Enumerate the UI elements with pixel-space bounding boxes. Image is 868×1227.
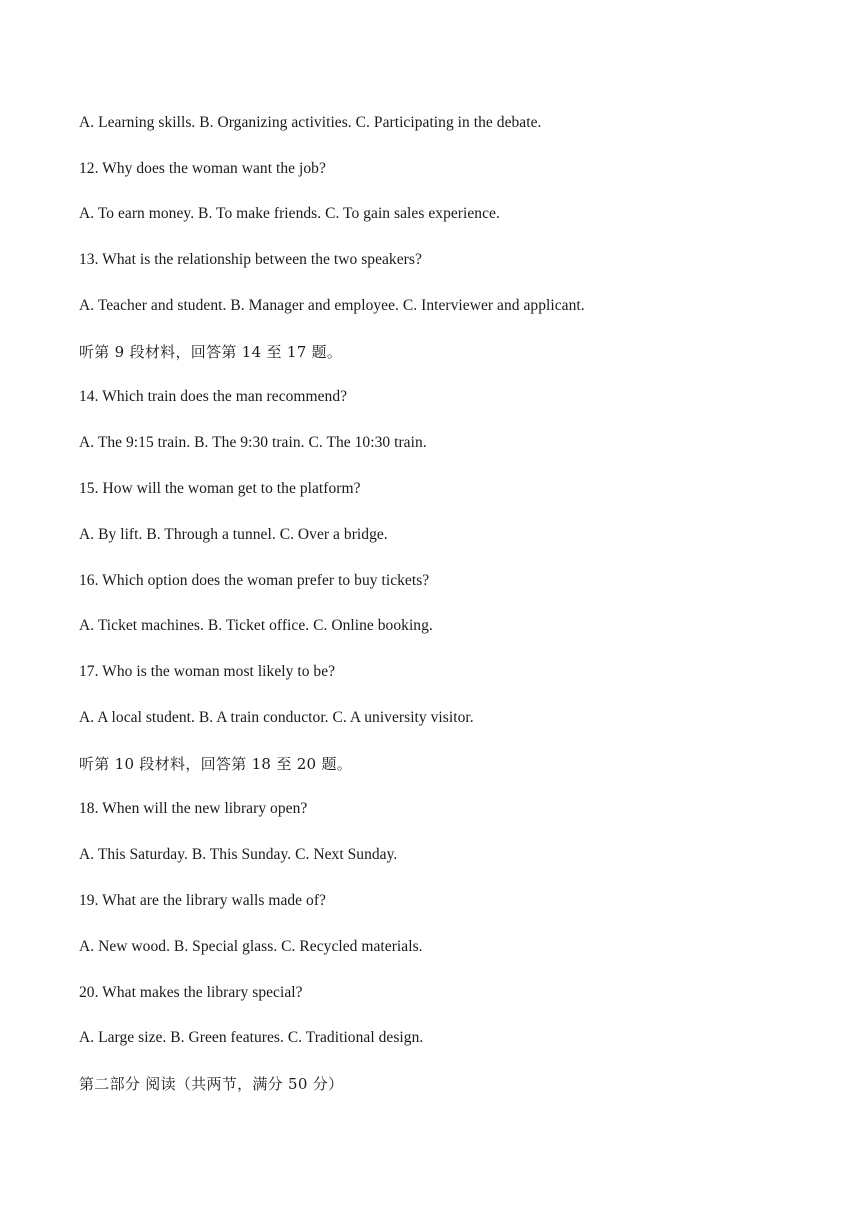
q20-question: 20. What makes the library special? [79,984,303,1001]
section-instruction-material-9: 听第 9 段材料，回答第 14 至 17 题。 [79,343,343,361]
q15-options: A. By lift. B. Through a tunnel. C. Over a bridge. [79,526,388,543]
q12-options: A. To earn money. B. To make friends. C. To gain sales experience. [79,205,500,222]
q17-question: 17. Who is the woman most likely to be? [79,663,336,680]
q14-question: 14. Which train does the man recommend? [79,388,348,405]
q16-options: A. Ticket machines. B. Ticket office. C. Online booking. [79,617,433,634]
q20-options: A. Large size. B. Green features. C. Traditional design. [79,1029,424,1046]
q18-options: A. This Saturday. B. This Sunday. C. Next Sunday. [79,846,398,863]
q13-options: A. Teacher and student. B. Manager and employee. C. Interviewer and applicant. [79,297,585,314]
q19-options: A. New wood. B. Special glass. C. Recycled materials. [79,938,423,955]
q19-question: 19. What are the library walls made of? [79,892,326,909]
q17-options: A. A local student. B. A train conductor. C. A university visitor. [79,709,474,726]
q14-options: A. The 9:15 train. B. The 9:30 train. C. The 10:30 train. [79,434,427,451]
part-two-reading-heading: 第二部分 阅读（共两节，满分 50 分） [79,1075,344,1093]
q11-options: A. Learning skills. B. Organizing activities. C. Participating in the debate. [79,114,542,131]
q12-question: 12. Why does the woman want the job? [79,160,326,177]
q18-question: 18. When will the new library open? [79,800,308,817]
q16-question: 16. Which option does the woman prefer to buy tickets? [79,572,430,589]
q13-question: 13. What is the relationship between the two speakers? [79,251,422,268]
section-instruction-material-10: 听第 10 段材料，回答第 18 至 20 题。 [79,755,353,773]
q15-question: 15. How will the woman get to the platform? [79,480,361,497]
